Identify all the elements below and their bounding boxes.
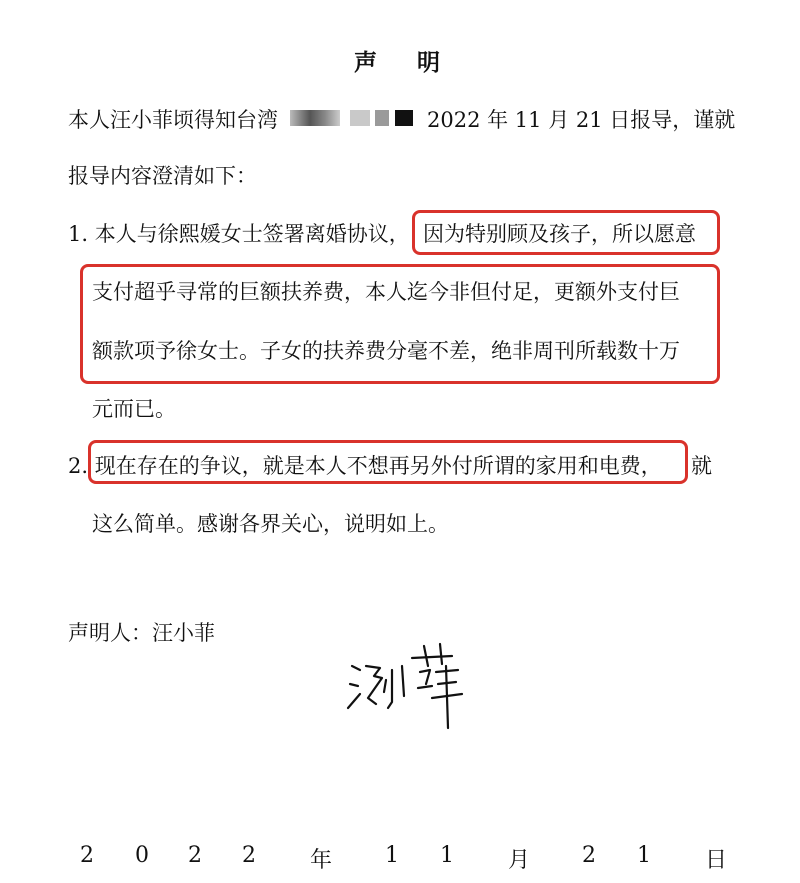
redaction-block-2 <box>350 110 370 126</box>
intro-line-1-end: 2022 年 11 月 21 日报导，谨就 <box>427 108 736 132</box>
date-char: 1 <box>637 843 651 868</box>
date-month-char: 月 <box>508 848 531 873</box>
date-char: 0 <box>135 843 149 868</box>
declarant-label: 声明人：汪小菲 <box>68 621 215 645</box>
date-char: 2 <box>188 843 202 868</box>
item-1-line-1-highlighted: 因为特别顾及孩子，所以愿意 <box>423 222 696 246</box>
intro-line-1-start: 本人汪小菲顷得知台湾 <box>68 108 278 132</box>
item-2-line-1-end: 就 <box>691 454 712 478</box>
date-char: 1 <box>385 843 399 868</box>
redaction-block-4 <box>395 110 413 126</box>
date-day-char: 日 <box>705 848 728 873</box>
document-title: 声明 <box>354 49 480 76</box>
redaction-block-1 <box>290 110 340 126</box>
highlight-box-item-1-body <box>80 264 720 384</box>
date-char: 2 <box>242 843 256 868</box>
date-char: 2 <box>582 843 596 868</box>
item-1-line-2: 支付超乎寻常的巨额扶养费，本人迄今非但付足，更额外支付巨 <box>92 280 680 304</box>
date-char: 2 <box>80 843 94 868</box>
intro-line-2: 报导内容澄清如下： <box>68 164 257 188</box>
date-char: 1 <box>440 843 454 868</box>
handwritten-signature <box>340 636 470 731</box>
date-year-char: 年 <box>310 848 333 873</box>
highlight-box-item-1-first-line <box>412 210 720 255</box>
item-1-line-1-start: 1. 本人与徐熙媛女士签署离婚协议， <box>68 222 410 246</box>
highlight-box-item-2 <box>88 440 688 484</box>
item-2-line-1-highlighted: 2. 现在存在的争议，就是本人不想再另外付所谓的家用和电费， <box>68 454 662 478</box>
item-1-line-4: 元而已。 <box>92 397 176 421</box>
redaction-block-3 <box>375 110 389 126</box>
item-1-line-3: 额款项予徐女士。子女的扶养费分毫不差，绝非周刊所载数十万 <box>92 339 680 363</box>
item-2-line-2: 这么简单。感谢各界关心，说明如上。 <box>92 512 449 536</box>
